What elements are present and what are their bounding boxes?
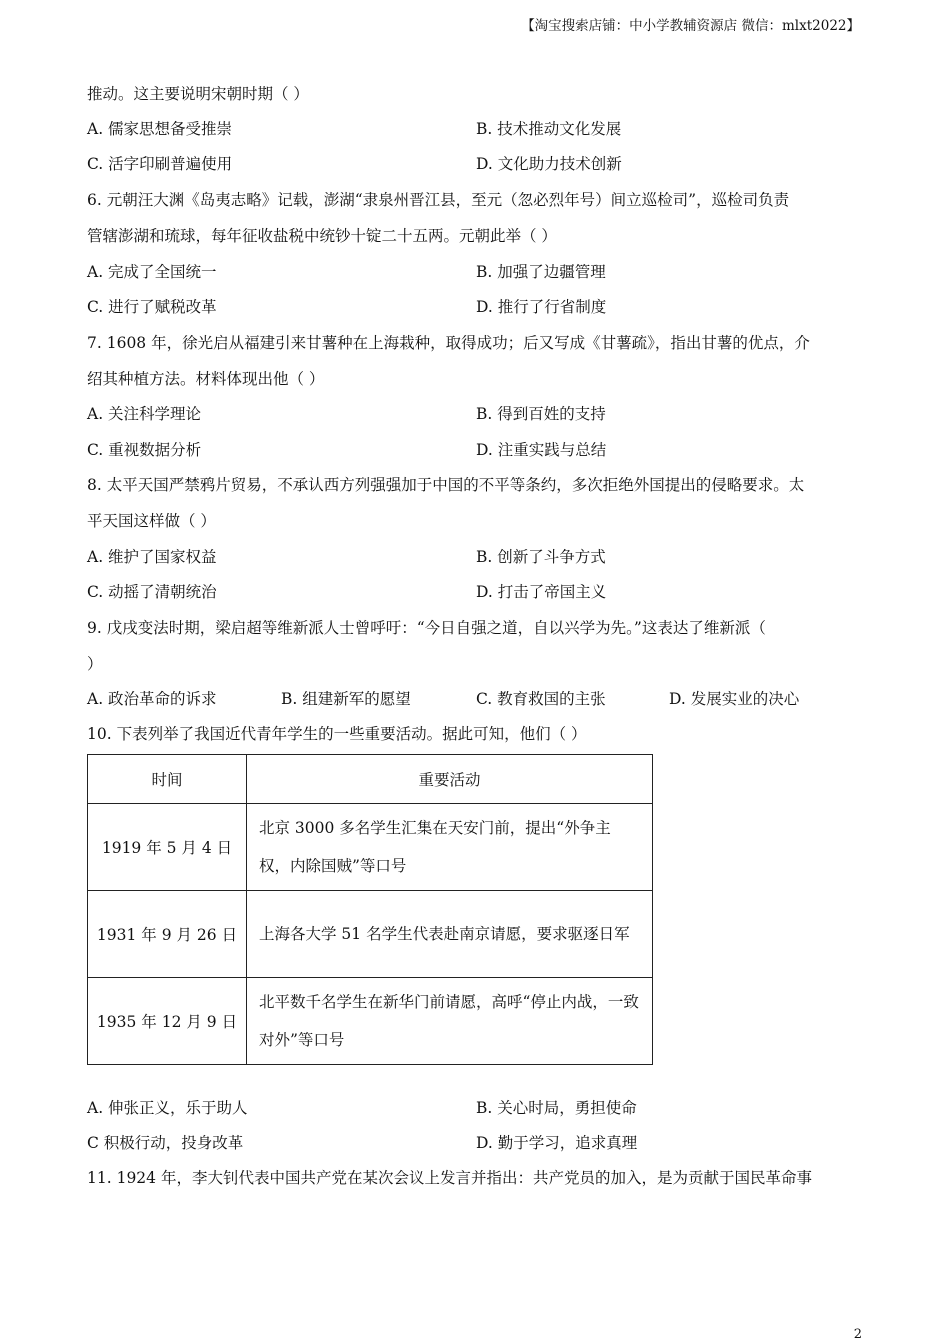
table-row (88, 978, 653, 1065)
q8-option-a: A. 维护了国家权益 (87, 548, 217, 566)
q8-option-b: B. 创新了斗争方式 (476, 548, 606, 566)
q7-option-c: C. 重视数据分析 (87, 441, 202, 459)
q11-stem-line1: 11. 1924 年，李大钊代表中国共产党在某次会议上发言并指出：共产党员的加入，是为贡献于国民革命事 (87, 1169, 812, 1187)
q7-option-d: D. 注重实践与总结 (476, 441, 607, 459)
header-time: 时间 (88, 755, 247, 804)
q8-option-d: D. 打击了帝国主义 (476, 583, 607, 601)
q5-option-d: D. 文化助力技术创新 (476, 155, 622, 173)
q6-option-c: C. 进行了赋税改革 (87, 298, 217, 316)
row-date: 1935 年 12 月 9 日 (88, 978, 247, 1065)
q9-option-b: B. 组建新军的愿望 (281, 690, 411, 708)
q8-stem-line2: 平天国这样做（ ） (87, 512, 216, 530)
q10-stem: 10. 下表列举了我国近代青年学生的一些重要活动。据此可知，他们（ ） (87, 725, 587, 743)
row-activity: 北平数千名学生在新华门前请愿，高呼“停止内战，一致对外”等口号 (247, 978, 653, 1065)
header-activity: 重要活动 (247, 755, 653, 804)
row-date: 1919 年 5 月 4 日 (88, 804, 247, 891)
q9-option-d: D. 发展实业的决心 (669, 690, 800, 708)
page-header: 【淘宝搜索店铺：中小学教辅资源店 微信：mlxt2022】 (521, 18, 860, 34)
q10-option-c: C 积极行动，投身改革 (87, 1134, 244, 1152)
q5-option-a: A. 儒家思想备受推崇 (87, 120, 233, 138)
q9-option-a: A. 政治革命的诉求 (87, 690, 217, 708)
q10-option-a: A. 伸张正义，乐于助人 (87, 1099, 248, 1117)
q8-option-c: C. 动摇了清朝统治 (87, 583, 217, 601)
q10-option-d: D. 勤于学习，追求真理 (476, 1134, 638, 1152)
table-row (88, 891, 653, 978)
q7-stem-line1: 7. 1608 年，徐光启从福建引来甘薯种在上海栽种，取得成功；后又写成《甘薯疏》，指出甘薯的优点，介 (87, 334, 810, 352)
q8-stem-line1: 8. 太平天国严禁鸦片贸易，不承认西方列强强加于中国的不平等条约，多次拒绝外国提出的侵略要求。太 (87, 476, 805, 494)
q9-option-c: C. 教育救国的主张 (476, 690, 606, 708)
q5-option-c: C. 活字印刷普遍使用 (87, 155, 233, 173)
q10-option-b: B. 关心时局，勇担使命 (476, 1099, 637, 1117)
q7-option-b: B. 得到百姓的支持 (476, 405, 606, 423)
table-row (88, 804, 653, 891)
q7-option-a: A. 关注科学理论 (87, 405, 202, 423)
q5-stem: 推动。这主要说明宋朝时期（ ） (87, 85, 309, 103)
page-number: 2 (853, 1327, 862, 1342)
q5-option-b: B. 技术推动文化发展 (476, 120, 622, 138)
row-activity: 上海各大学 51 名学生代表赴南京请愿，要求驱逐日军 (247, 891, 653, 978)
q7-stem-line2: 绍其种植方法。材料体现出他（ ） (87, 370, 325, 388)
q6-stem-line2: 管辖澎湖和琉球，每年征收盐税中统钞十锭二十五两。元朝此举（ ） (87, 227, 557, 245)
q9-stem-line2: ） (87, 655, 103, 673)
row-activity: 北京 3000 多名学生汇集在天安门前，提出“外争主权，内除国贼”等口号 (247, 804, 653, 891)
q6-option-d: D. 推行了行省制度 (476, 298, 607, 316)
q6-stem-line1: 6. 元朝汪大渊《岛夷志略》记载，澎湖“隶泉州晋江县，至元（忽必烈年号）间立巡检司”，巡检司负责 (87, 191, 790, 209)
table-header-row (88, 755, 653, 804)
q6-option-a: A. 完成了全国统一 (87, 263, 217, 281)
row-date: 1931 年 9 月 26 日 (88, 891, 247, 978)
q6-option-b: B. 加强了边疆管理 (476, 263, 606, 281)
student-activities-table (87, 754, 653, 1065)
q9-stem-line1: 9. 戊戌变法时期，梁启超等维新派人士曾呼吁：“今日自强之道，自以兴学为先。”这表达了维新派（ (87, 619, 766, 637)
